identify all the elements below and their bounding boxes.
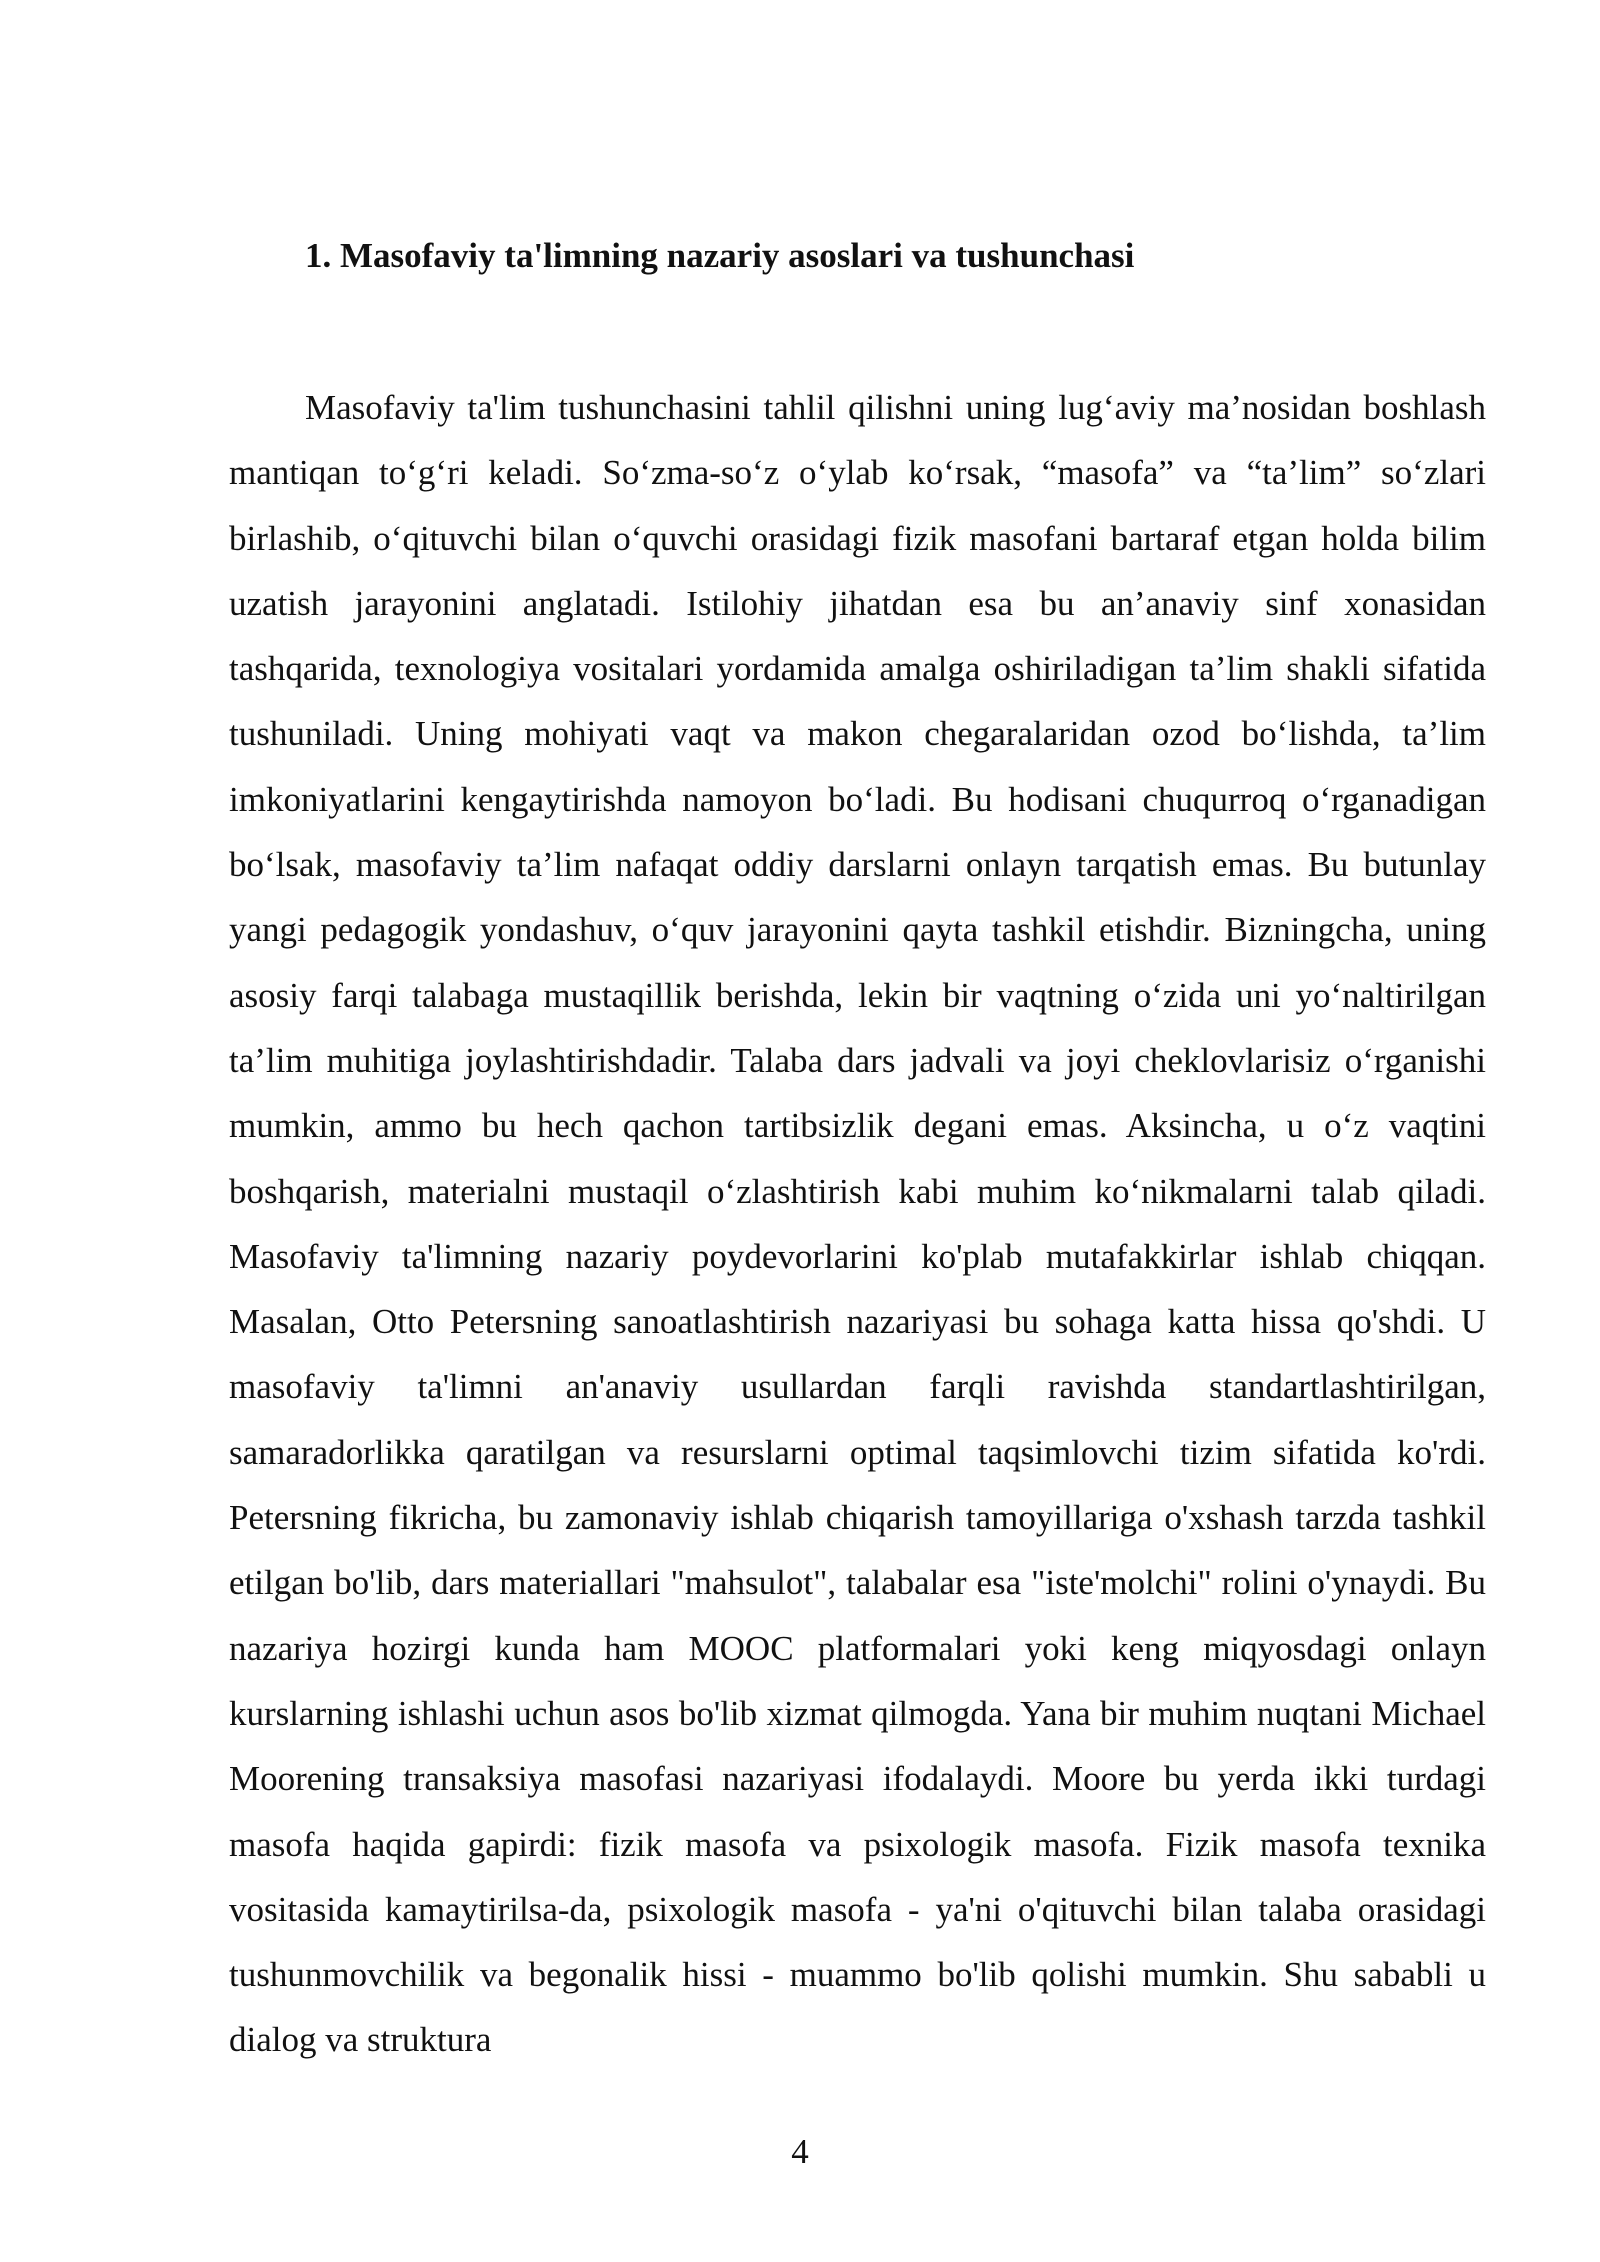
section-heading: 1. Masofaviy ta'limning nazariy asoslari va tushunchasi <box>305 236 1135 275</box>
page-number: 4 <box>791 2132 809 2171</box>
body-paragraph: Masofaviy ta'lim tushunchasini tahlil qilishni uning lug‘aviy ma’nosidan boshlash mantiqan to‘g‘ri keladi. So‘zma-so‘z o‘ylab ko‘rsak, “masofa” va “ta’lim” so‘zlari birlashib, o‘qituvchi bilan o‘quvchi orasidagi fizik masofani bartaraf etgan holda bilim uzatish jarayonini anglatadi. Istilohiy jihatdan esa bu an’anaviy sinf xonasidan tashqarida, texnologiya vositalari yordamida amalga oshiriladigan ta’lim shakli sifatida tushuniladi. Uning mohiyati vaqt va makon chegaralaridan ozod bo‘lishda, ta’lim imkoniyatlarini kengaytirishda namoyon bo‘ladi. Bu hodisani chuqurroq o‘rganadigan bo‘lsak, masofaviy ta’lim nafaqat oddiy darslarni onlayn tarqatish emas. Bu butunlay yangi pedagogik yondashuv, o‘quv jarayonini qayta tashkil etishdir. Bizningcha, uning asosiy farqi talabaga mustaqillik berishda, lekin bir vaqtning o‘zida uni yo‘naltirilgan ta’lim muhitiga joylashtirishdadir. Talaba dars jadvali va joyi cheklovlarisiz o‘rganishi mumkin, ammo bu hech qachon tartibsizlik degani emas. Aksincha, u o‘z vaqtini boshqarish, materialni mustaqil o‘zlashtirish kabi muhim ko‘nikmalarni talab qiladi. Masofaviy ta'limning nazariy poydevorlarini ko'plab mutafakkirlar ishlab chiqqan. Masalan, Otto Petersning sanoatlashtirish nazariyasi bu sohaga katta hissa qo'shdi. U masofaviy ta'limni an'anaviy usullardan farqli ravishda standartlashtirilgan, samaradorlikka qaratilgan va resurslarni optimal taqsimlovchi tizim sifatida ko'rdi. Petersning fikricha, bu zamonaviy ishlab chiqarish tamoyillariga o'xshash tarzda tashkil etilgan bo'lib, dars materiallari "mahsulot", talabalar esa "iste'molchi" rolini o'ynaydi. Bu nazariya hozirgi kunda ham MOOC platformalari yoki keng miqyosdagi onlayn kurslarning ishlashi uchun asos bo'lib xizmat qilmogda. Yana bir muhim nuqtani Michael Moorening transaksiya masofasi nazariyasi ifodalaydi. Moore bu yerda ikki turdagi masofa haqida gapirdi: fizik masofa va psixologik masofa. Fizik masofa texnika vositasida kamaytirilsa-da, psixologik masofa - ya'ni o'qituvchi bilan talaba orasidagi tushunmovchilik va begonalik hissi - muammo bo'lib qolishi mumkin. Shu sababli u dialog va struktura <box>229 388 1486 2060</box>
